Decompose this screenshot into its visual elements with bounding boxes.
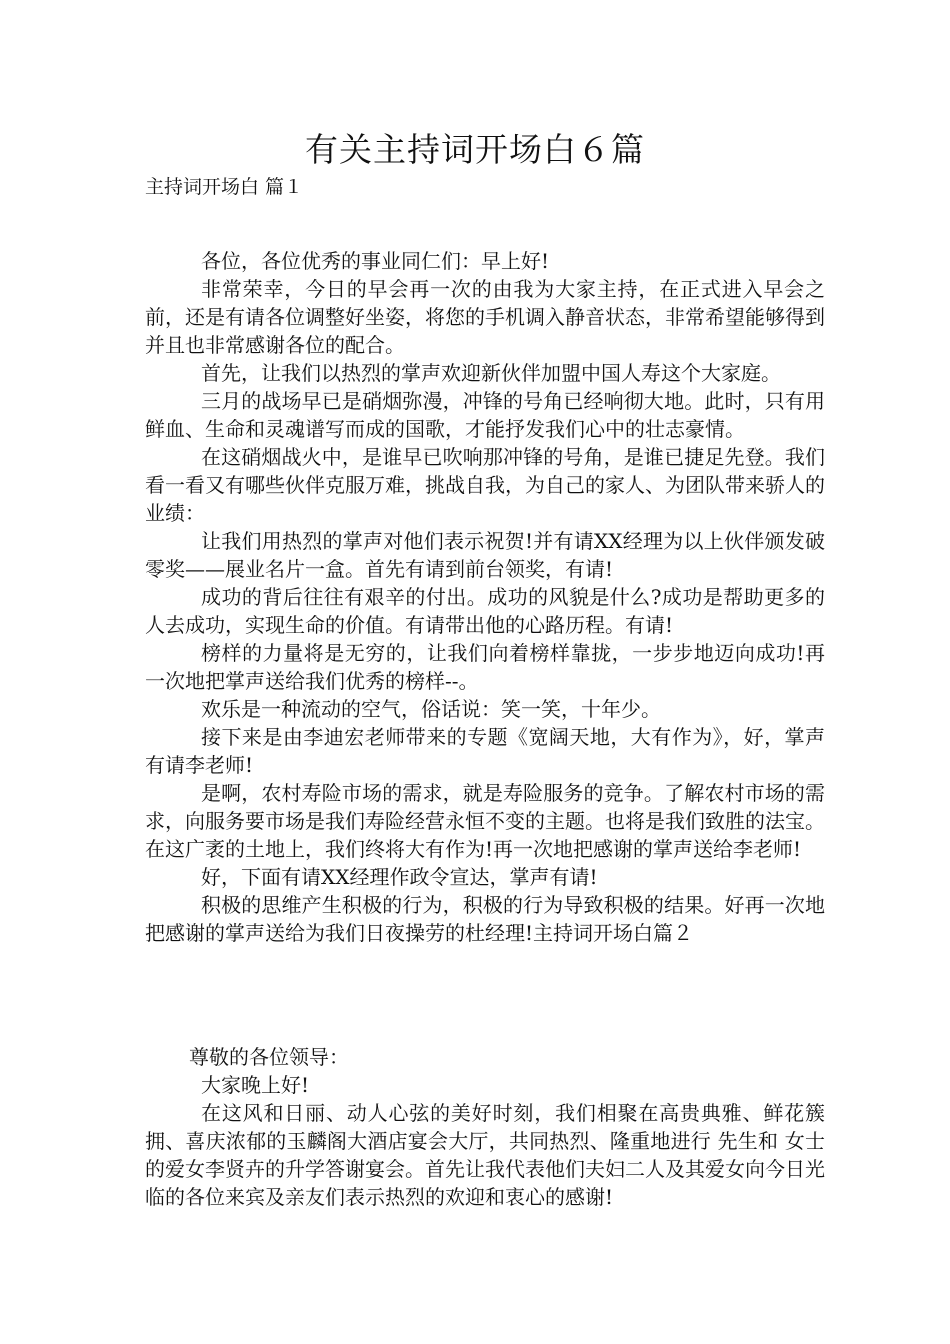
section-heading: 主持词开场白 篇１ (145, 176, 304, 198)
salutation: 尊敬的各位领导： (189, 1045, 349, 1069)
paragraph: 榜样的力量将是无穷的，让我们向着榜样靠拢，一步步地迈向成功!再一次地把掌声送给我们优秀的榜样--。 (145, 641, 825, 693)
paragraph: 三月的战场早已是硝烟弥漫，冲锋的号角已经响彻大地。此时，只有用鲜血、生命和灵魂谱写而成的国歌，才能抒发我们心中的壮志豪情。 (145, 389, 825, 441)
paragraph: 欢乐是一种流动的空气，俗话说：笑一笑，十年少。 (201, 697, 661, 721)
paragraph: 首先，让我们以热烈的掌声欢迎新伙伴加盟中国人寿这个大家庭。 (201, 361, 781, 385)
section-2-body (145, 1043, 825, 1211)
greeting: 大家晚上好! (201, 1073, 310, 1097)
paragraph: 各位，各位优秀的事业同仁们：早上好! (201, 249, 550, 273)
paragraph: 好，下面有请XX经理作政令宣达，掌声有请! (201, 865, 598, 889)
paragraph: 是啊，农村寿险市场的需求，就是寿险服务的竞争。了解农村市场的需求，向服务要市场是我们寿险经营永恒不变的主题。也将是我们致胜的法宝。在这广袤的土地上，我们终将大有作为!再一次地把感谢的掌声送给李老师! (145, 781, 825, 861)
section-1-body (145, 247, 825, 947)
paragraph: 在这硝烟战火中，是谁早已吹响那冲锋的号角，是谁已捷足先登。我们看一看又有哪些伙伴克服万难，挑战自我，为自己的家人、为团队带来骄人的业绩： (145, 445, 825, 525)
paragraph: 接下来是由李迪宏老师带来的专题《宽阔天地，大有作为》，好，掌声有请李老师! (145, 725, 825, 777)
document-title: 有关主持词开场白６篇 (305, 130, 645, 169)
paragraph: 在这风和日丽、动人心弦的美好时刻，我们相聚在高贵典雅、鲜花簇拥、喜庆浓郁的玉麟阁大酒店宴会大厅，共同热烈、隆重地进行 先生和 女士的爱女李贤卉的升学答谢宴会。首先让我代表他们夫妇二人及其爱女向今日光临的各位来宾及亲友们表示热烈的欢迎和衷心的感谢! (145, 1101, 825, 1209)
paragraph: 非常荣幸，今日的早会再一次的由我为大家主持，在正式进入早会之前，还是有请各位调整好坐姿，将您的手机调入静音状态，非常希望能够得到并且也非常感谢各位的配合。 (145, 277, 825, 357)
paragraph: 成功的背后往往有艰辛的付出。成功的风貌是什么?成功是帮助更多的人去成功，实现生命的价值。有请带出他的心路历程。有请! (145, 585, 825, 637)
paragraph: 让我们用热烈的掌声对他们表示祝贺!并有请XX经理为以上伙伴颁发破零奖——展业名片一盒。首先有请到前台领奖，有请! (145, 529, 825, 581)
paragraph: 积极的思维产生积极的行为，积极的行为导致积极的结果。好再一次地把感谢的掌声送给为我们日夜操劳的杜经理!主持词开场白篇２ (145, 893, 825, 945)
